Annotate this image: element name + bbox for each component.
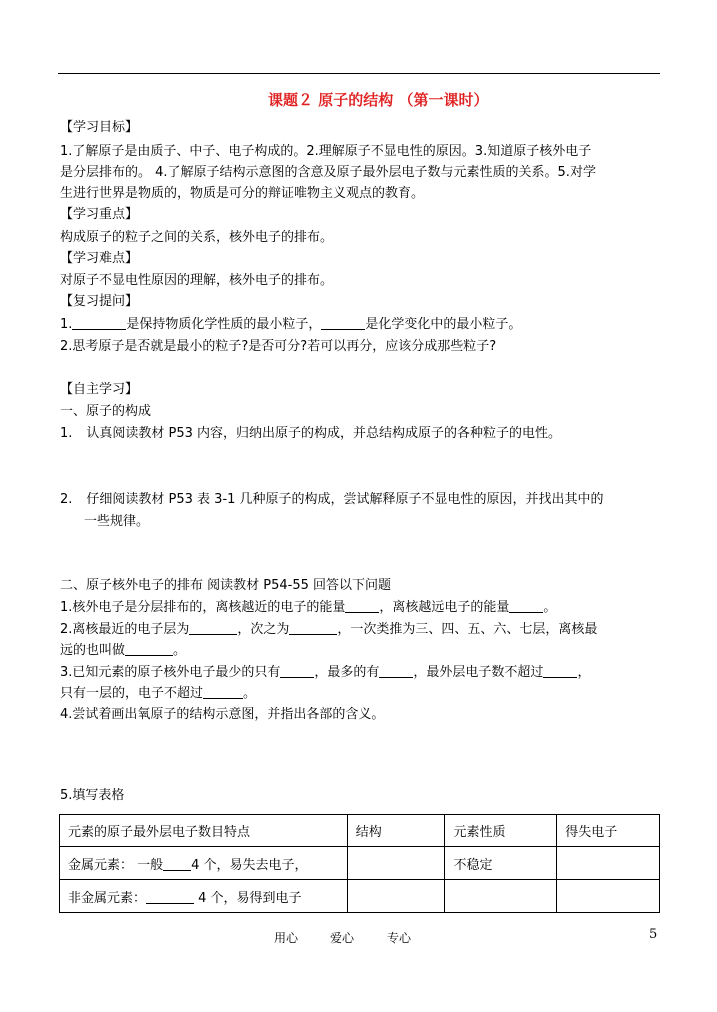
answer-blank[interactable] [163,857,191,871]
answer-blank[interactable] [379,664,413,678]
objectives-heading: 【学习目标】 [60,120,139,135]
table-row [60,880,660,913]
answer-cell[interactable] [347,880,445,913]
question-text: ，一次类推为三、四、五、六、七层，离核最 [337,622,598,637]
section2-question-2-continued [60,642,186,660]
review-q1-mid: 是保持物质化学性质的最小粒子， [126,317,322,332]
header-cell: 元素的原子最外层电子数目特点 [60,815,348,847]
header-cell: 元素性质 [445,815,557,847]
section2-question-3-continued [60,685,256,703]
self-study-item-2-continued: 一些规律。 [84,514,150,529]
question-text: ，次之为 [237,622,290,637]
metal-feature-cell: 金属元素： 一般 4 个，易失去电子， [60,847,348,880]
keypoints-text: 构成原子的粒子之间的关系，核外电子的排布。 [60,230,334,245]
keypoints-heading: 【学习重点】 [60,207,139,222]
question-text: 2.离核最近的电子层为 [60,622,190,637]
header-cell: 得失电子 [557,815,660,847]
question-text: ，最多的有 [314,665,380,680]
question-text: 3.已知元素的原子核外电子最少的只有 [60,665,281,680]
header-cell: 结构 [347,815,445,847]
review-q1-end: 是化学变化中的最小粒子。 [365,317,522,332]
answer-blank[interactable] [146,890,194,904]
answer-blank[interactable] [203,685,243,699]
page-number: 5 [649,927,658,942]
item-number: 1. [60,426,73,441]
footer-word-2: 爱心 [330,931,355,945]
section2-heading: 二、原子核外电子的排布 阅读教材 P54-55 回答以下问题 [60,578,392,593]
fill-in-table [59,814,660,913]
item-text: 仔细阅读教材 P53 表 3-1 几种原子的构成，尝试解释原子不显电性的原因，并找出其中的 [86,492,604,507]
question-text: 。 [243,686,257,701]
answer-blank[interactable] [125,642,173,656]
table-row [60,847,660,880]
answer-blank[interactable] [72,316,126,330]
answer-blank[interactable] [543,664,577,678]
item-number: 2. [60,492,73,507]
objectives-line-1: 1.了解原子是由质子、中子、电子构成的。2.理解原子不显电性的原因。3.知道原子核外电子 [60,144,592,159]
table-heading: 5.填写表格 [60,788,125,803]
self-study-item-2 [60,491,604,509]
nonmetal-feature-cell: 非金属元素： 4 个，易得到电子 [60,880,348,913]
footer-word-3: 专心 [387,931,412,945]
self-study-item-1 [60,425,561,443]
page-title: 课题２ 原子的结构 （第一课时） [268,91,489,109]
answer-blank[interactable] [189,621,237,635]
review-question-2: 2.思考原子是否就是最小的粒子?是否可分?若可以再分，应该分成那些粒子? [60,339,497,354]
question-text: ， [577,665,591,680]
review-heading: 【复习提问】 [60,294,139,309]
item-text: 认真阅读教材 P53 内容，归纳出原子的构成，并总结构成原子的各种粒子的电性。 [86,426,562,441]
question-text: 1.核外电子是分层排布的，离核越近的电子的能量 [60,600,346,615]
difficulties-text: 对原子不显电性原因的理解，核外电子的排布。 [60,273,334,288]
section2-question-2 [60,621,597,639]
review-q1-prefix: 1. [60,317,73,332]
self-study-heading: 【自主学习】 [60,382,139,397]
question-text: 。 [173,643,187,658]
answer-cell[interactable] [557,880,660,913]
question-text: 。 [543,600,557,615]
section2-question-1 [60,599,556,617]
answer-blank[interactable] [509,599,543,613]
answer-blank[interactable] [345,599,379,613]
review-question-1 [60,316,521,334]
question-text: ，离核越远电子的能量 [379,600,510,615]
question-text: 只有一层的，电子不超过 [60,686,204,701]
table-header-row [60,815,660,847]
objectives-line-2: 是分层排布的。 4.了解原子结构示意图的含意及原子最外层电子数与元素性质的关系。5.对学 [60,165,596,180]
section2-question-4: 4.尝试着画出氧原子的结构示意图，并指出各部的含义。 [60,707,385,722]
answer-blank[interactable] [321,316,365,330]
question-text: ，最外层电子数不超过 [413,665,544,680]
question-text: 远的也叫做 [60,643,126,658]
section2-question-3 [60,664,590,682]
answer-cell[interactable] [445,880,557,913]
section1-heading: 一、原子的构成 [60,404,152,419]
objectives-line-3: 生进行世界是物质的，物质是可分的辩证唯物主义观点的教育。 [60,186,425,201]
answer-blank[interactable] [280,664,314,678]
property-cell: 不稳定 [445,847,557,880]
footer-word-1: 用心 [274,931,299,945]
answer-cell[interactable] [347,847,445,880]
answer-blank[interactable] [289,621,337,635]
top-rule [58,73,660,74]
difficulties-heading: 【学习难点】 [60,251,139,266]
answer-cell[interactable] [557,847,660,880]
